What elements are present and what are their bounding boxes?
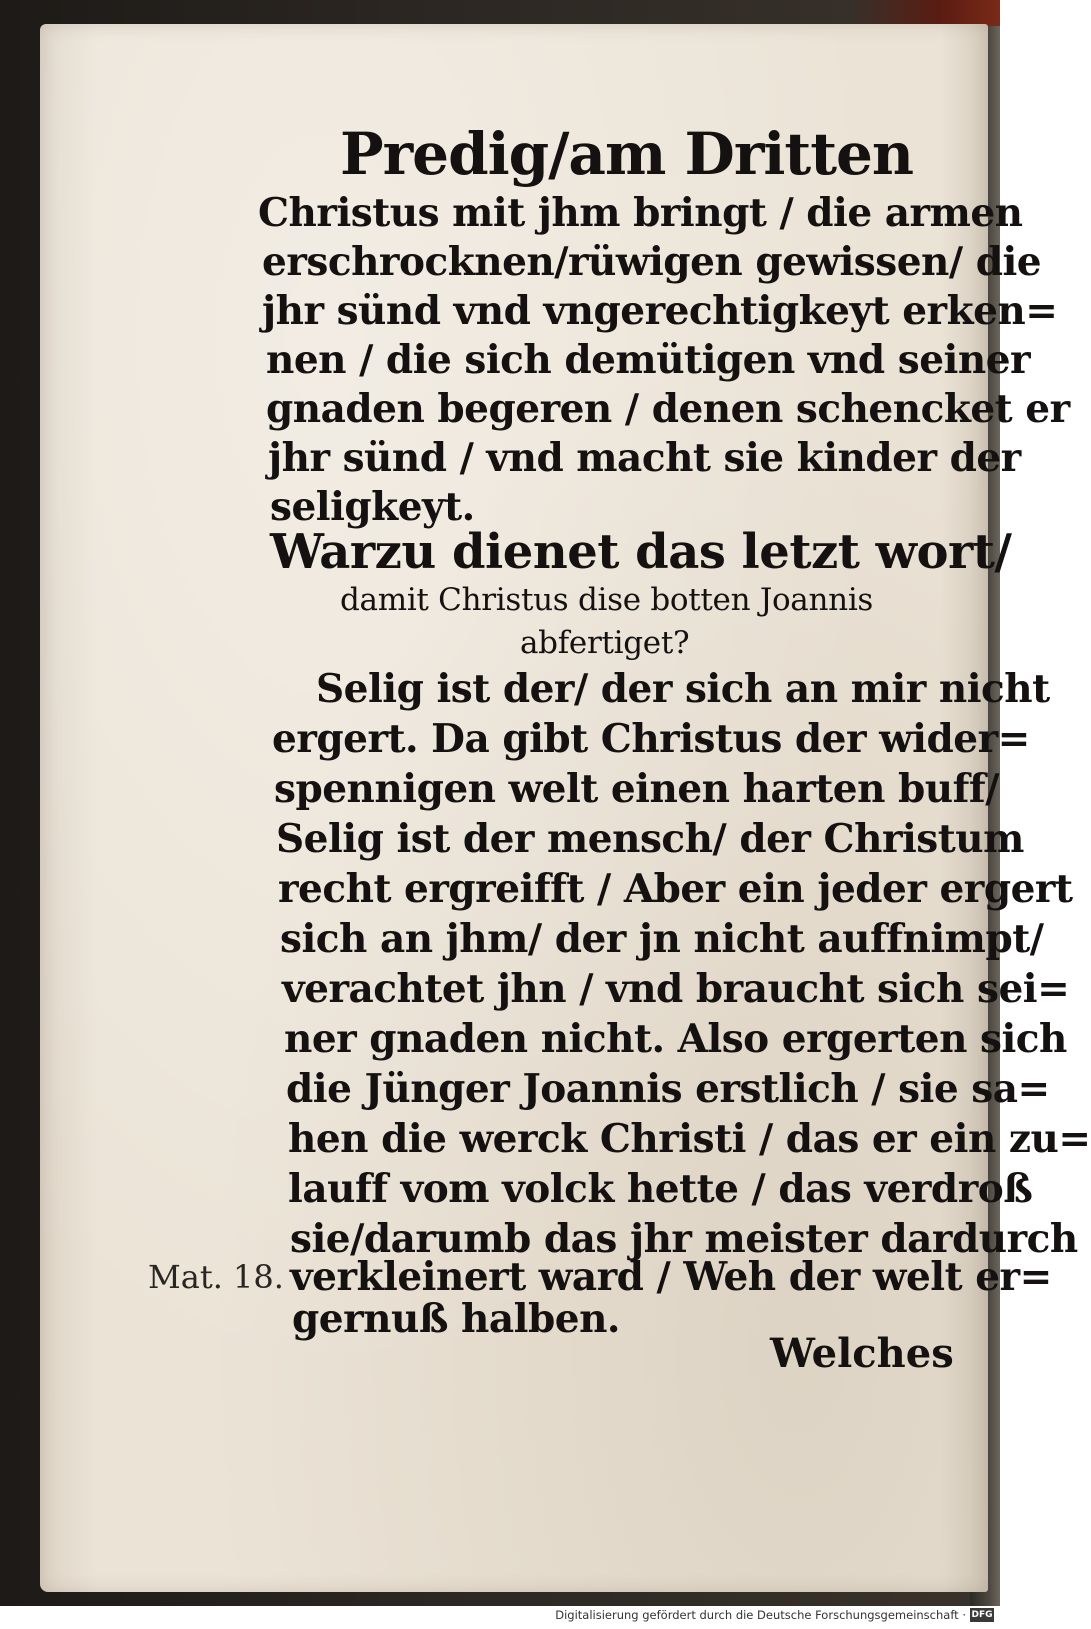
text-line: recht ergreifft / Aber ein jeder ergert xyxy=(278,866,1073,912)
book-cover-edge xyxy=(850,0,1000,26)
text-line: jhr sünd vnd vngerechtigkeyt erken= xyxy=(262,288,1058,334)
text-line: ergert. Da gibt Christus der wider= xyxy=(272,716,1030,762)
text-line: gnaden begeren / denen schencket er xyxy=(266,386,1070,432)
question-heading: Warzu dienet das letzt wort/ xyxy=(270,524,1012,580)
question-subline: damit Christus dise botten Joannis xyxy=(340,582,874,618)
text-line: gernuß halben. xyxy=(292,1296,621,1342)
text-line: Selig ist der mensch/ der Christum xyxy=(276,816,1024,862)
text-line: verkleinert ward / Weh der welt er= xyxy=(290,1254,1052,1300)
text-line: seligkeyt. xyxy=(270,484,475,530)
text-line: nen / die sich demütigen vnd seiner xyxy=(266,337,1031,383)
text-line: erschrocknen/rüwigen gewissen/ die xyxy=(262,239,1042,285)
dfg-logo: DFG xyxy=(971,1610,993,1620)
text-line: Christus mit jhm bringt / die armen xyxy=(258,190,1023,236)
text-line: spennigen welt einen harten buff/ xyxy=(274,766,999,812)
question-subline: abfertiget? xyxy=(520,625,690,661)
text-line: sie/darumb das jhr meister dardurch xyxy=(290,1216,1078,1262)
margin-reference: Mat. 18. xyxy=(148,1258,284,1296)
text-line: sich an jhm/ der jn nicht auffnimpt/ xyxy=(280,916,1044,962)
footer-credit: Digitalisierung gefördert durch die Deutsche Forschungsgemeinschaft · xyxy=(555,1608,966,1622)
catchword: Welches xyxy=(770,1330,954,1377)
text-line: hen die werck Christi / das er ein zu= xyxy=(288,1116,1091,1162)
text-line: lauff vom volck hette / das verdroß xyxy=(288,1166,1033,1212)
text-line: Selig ist der/ der sich an mir nicht xyxy=(316,666,1050,712)
text-line: jhr sünd / vnd macht sie kinder der xyxy=(268,435,1021,481)
text-line: die Jünger Joannis erstlich / sie sa= xyxy=(286,1066,1050,1112)
text-line: ner gnaden nicht. Also ergerten sich xyxy=(284,1016,1067,1062)
text-line: verachtet jhn / vnd braucht sich sei= xyxy=(282,966,1070,1012)
page-header: Predig/am Dritten xyxy=(340,120,914,188)
